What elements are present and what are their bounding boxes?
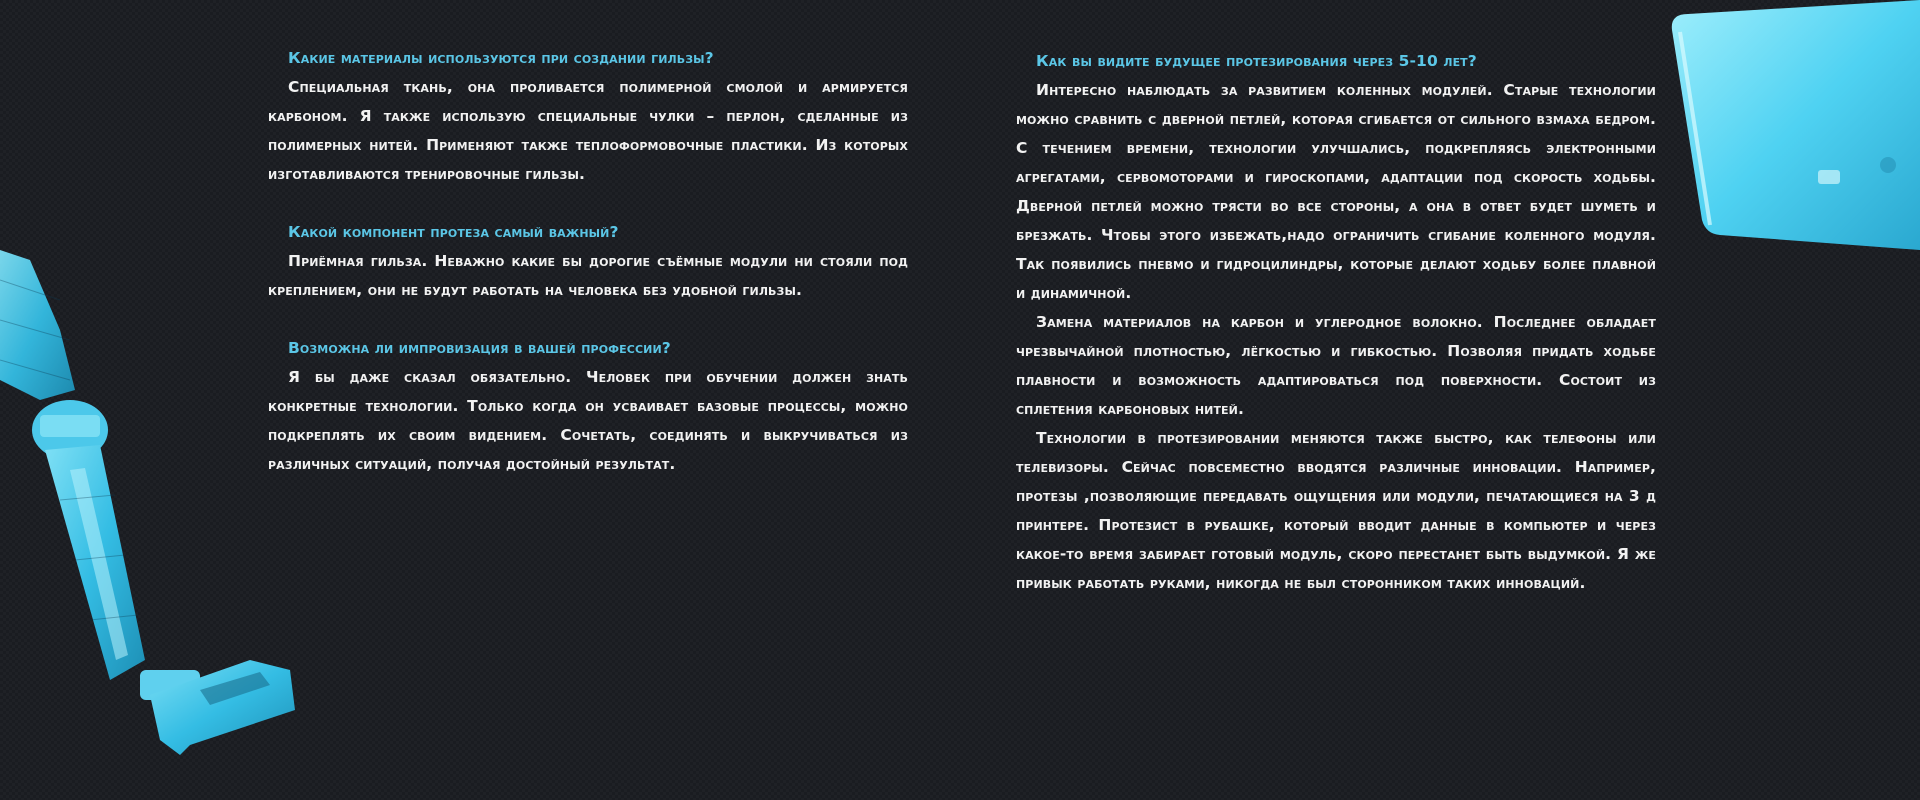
answer-paragraph: Я бы даже сказал обязательно. Человек при обучении должен знать конкретные технологии. Только когда он усваивает базовые процессы, можно подкреплять их своим видением. Сочетать, соединять и выкручиваться из различных ситуаций, получая достойный результат.: [268, 368, 908, 473]
phone-device-icon: [1650, 0, 1920, 280]
answer-paragraph: Специальная ткань, она проливается полимерной смолой и армируется карбоном. Я также использую специальные чулки – перлон, сделанные из полимерных нитей. Применяют также теплоформовочные пластики. Из которых изготавливаются тренировочные гильзы.: [268, 78, 908, 183]
question-heading: Возможна ли импровизация в вашей профессии?: [288, 339, 671, 357]
answer-paragraph: Технологии в протезировании меняются также быстро, как телефоны или телевизоры. Сейчас повсеместно вводятся различные инновации. Например, протезы ,позволяющие передавать ощущения или модули, печатающиеся на 3 д принтере. Протезист в рубашке, который вводит данные в компьютер и через какое-то время забирает готовый модуль, скоро перестанет быть выдумкой. Я же привык работать руками, никогда не был сторонником таких инноваций.: [1016, 429, 1656, 592]
right-column: [1016, 47, 1656, 598]
qa-block-component: [268, 218, 908, 305]
answer-paragraph: Замена материалов на карбон и углеродное волокно. Последнее обладает чрезвычайной плотностью, лёгкостью и гибкостью. Позволяя придать ходьбе плавности и возможность адаптироваться под поверхности. Состоит из сплетения карбоновых нитей.: [1016, 313, 1656, 418]
question-heading: Какие материалы используются при создании гильзы?: [288, 49, 714, 67]
answer-paragraph: Интересно наблюдать за развитием коленных модулей. Старые технологии можно сравнить с дверной петлей, которая сгибается от сильного взмаха бедром. С течением времени, технологии улучшались, подкрепляясь электронными агрегатами, сервомоторами и гироскопами, адаптации под скорость ходьбы. Дверной петлей можно трясти во все стороны, а она в ответ будет шуметь и брезжать. Чтобы этого избежать,надо ограничить сгибание коленного модуля. Так появились пневмо и гидроцилиндры, которые делают ходьбу более плавной и динамичной.: [1016, 81, 1656, 302]
answer-paragraph: Приёмная гильза. Неважно какие бы дорогие съёмные модули ни стояли под креплением, они не будут работать на человека без удобной гильзы.: [268, 252, 908, 299]
qa-block-materials: [268, 44, 908, 189]
left-column: [268, 44, 908, 508]
question-heading: Какой компонент протеза самый важный?: [288, 223, 619, 241]
qa-block-improvisation: [268, 334, 908, 479]
question-heading: Как вы видите будущее протезирования через 5-10 лет?: [1036, 52, 1477, 70]
